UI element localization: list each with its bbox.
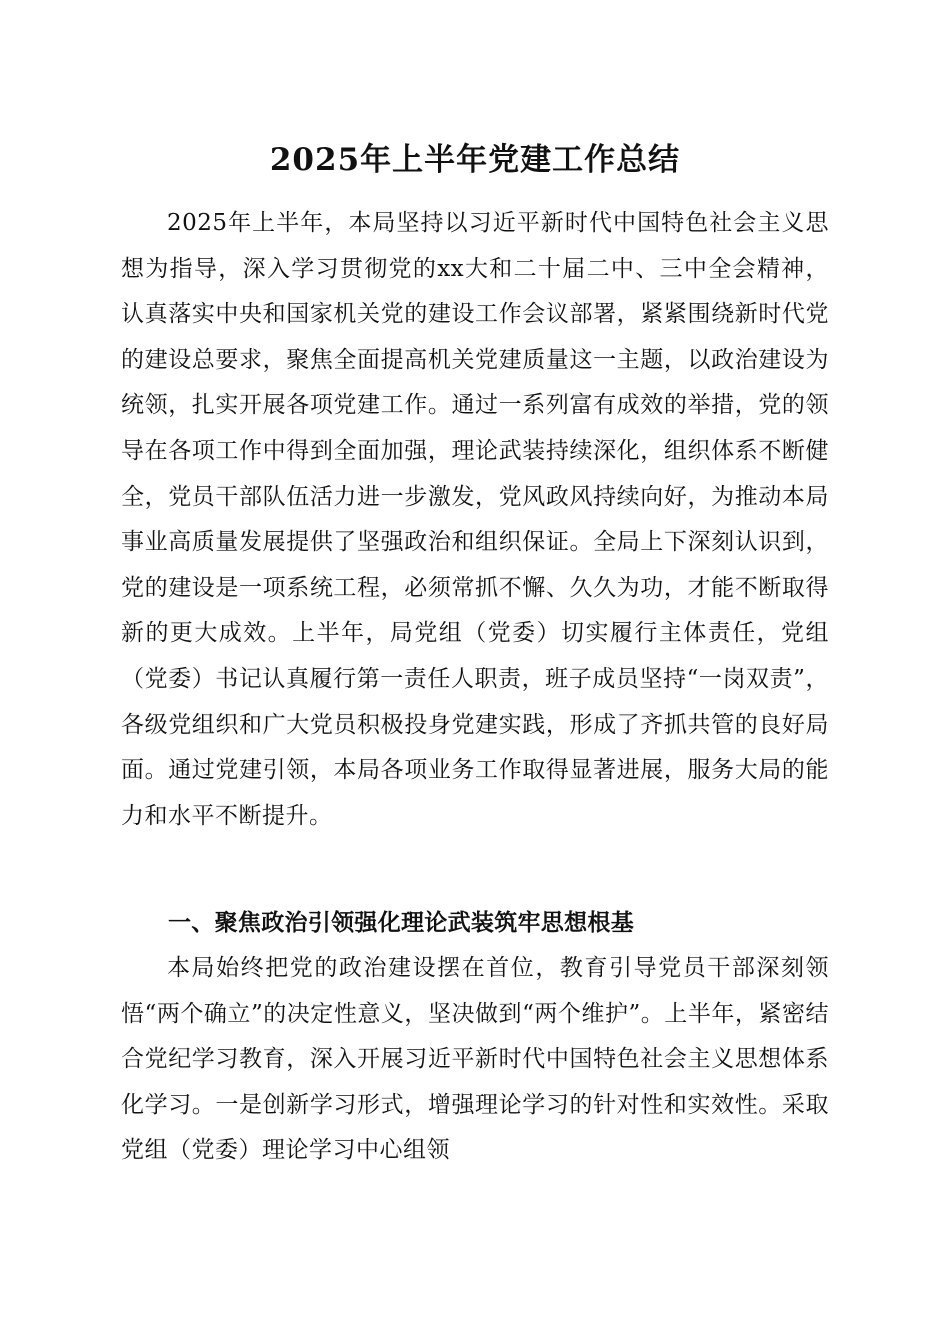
section-1-paragraph: 本局始终把党的政治建设摆在首位，教育引导党员干部深刻领悟“两个确立”的决定性意义，坚决做到“两个维护”。上半年，紧密结合党纪学习教育，深入开展习近平新时代中国特色社会主义思想体系化学习。一是创新学习形式，增强理论学习的针对性和实效性。采取党组（党委）理论学习中心组领 (121, 955, 829, 1164)
section-heading-1: 一、聚焦政治引领强化理论武装筑牢思想根基 (168, 910, 634, 936)
document-title: 2025年上半年党建工作总结 (269, 142, 681, 178)
section-1-paragraph-block (121, 946, 829, 1174)
intro-paragraph-block (121, 201, 829, 839)
intro-paragraph: 2025年上半年，本局坚持以习近平新时代中国特色社会主义思想为指导，深入学习贯彻党的xx大和二十届二中、三中全会精神，认真落实中央和国家机关党的建设工作会议部署，紧紧围绕新时代党的建设总要求，聚焦全面提高机关党建质量这一主题，以政治建设为统领，扎实开展各项党建工作。通过一系列富有成效的举措，党的领导在各项工作中得到全面加强，理论武装持续深化，组织体系不断健全，党员干部队伍活力进一步激发，党风政风持续向好，为推动本局事业高质量发展提供了坚强政治和组织保证。全局上下深刻认识到，党的建设是一项系统工程，必须常抓不懈、久久为功，才能不断取得新的更大成效。上半年，局党组（党委）切实履行主体责任，党组（党委）书记认真履行第一责任人职责，班子成员坚持“一岗双责”，各级党组织和广大党员积极投身党建实践，形成了齐抓共管的良好局面。通过党建引领，本局各项业务工作取得显著进展，服务大局的能力和水平不断提升。 (121, 210, 829, 829)
